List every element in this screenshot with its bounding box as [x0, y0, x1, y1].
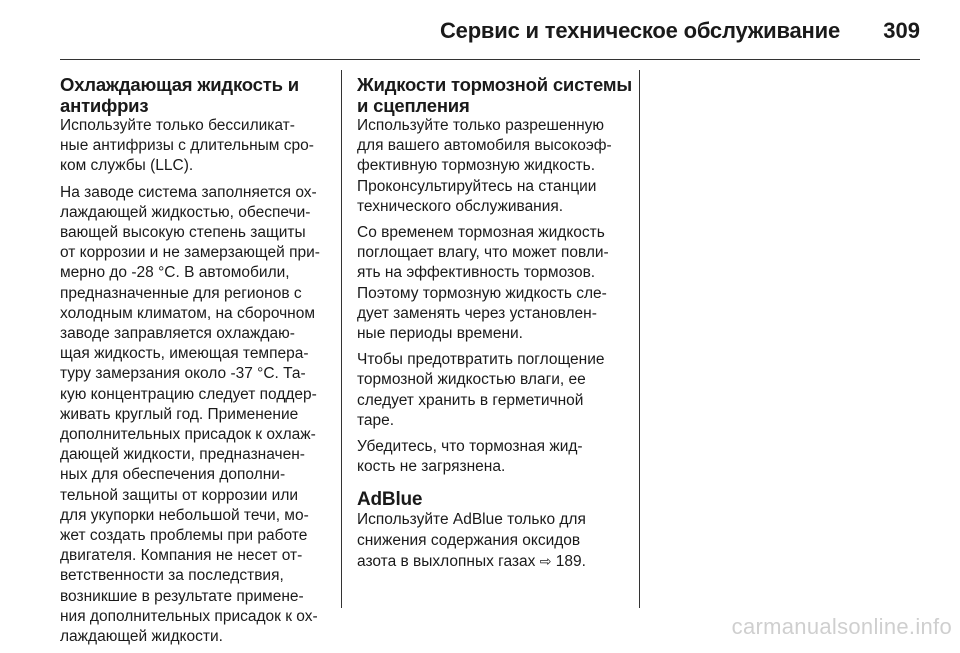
text-line: ные периоды времени.: [357, 325, 523, 343]
text-line: ветственности за последствия,: [60, 567, 284, 585]
column-divider-right: [639, 70, 640, 608]
page-header: [0, 0, 960, 62]
text-line: ять на эффективность тормозов.: [357, 264, 596, 282]
text-line: для вашего автомобиля высокоэф-: [357, 137, 612, 155]
paragraph-brake-fluid-type: [357, 116, 633, 217]
heading-adblue: AdBlue: [357, 489, 423, 511]
text-line: технического обслуживания.: [357, 197, 564, 215]
heading-line: Жидкости тормозной системы: [357, 74, 632, 95]
text-line: живать круглый год. Применение: [60, 405, 299, 423]
paragraph-coolant-details: [60, 183, 335, 648]
text-line: лаждающей жидкостью, обеспечи-: [60, 203, 311, 221]
heading-coolant: [60, 74, 335, 116]
column-divider-left: [341, 70, 342, 608]
text-line: дополнительных присадок к охлаж-: [60, 426, 316, 444]
text-line: предназначенные для регионов с: [60, 284, 302, 302]
text-line: ком службы (LLC).: [60, 157, 194, 175]
text-line: Используйте AdBlue только для: [357, 511, 586, 529]
text-line: Проконсультируйтесь на станции: [357, 177, 597, 195]
text-line: таре.: [357, 411, 395, 429]
text-line: для укупорки небольшой течи, мо-: [60, 506, 309, 524]
text-line: от коррозии и не замерзающей при-: [60, 244, 320, 262]
text-line: заводе заправляется охлаждаю-: [60, 325, 295, 343]
watermark: carmanualsonline.info: [731, 614, 952, 639]
paragraph-brake-fluid-clean: [357, 437, 633, 477]
heading-line: Охлаждающая жидкость и: [60, 74, 299, 95]
text-fragment: азота в выхлопных газах: [357, 552, 536, 570]
text-line: туру замерзания около -37 °C. Та-: [60, 365, 306, 383]
text-line: снижения содержания оксидов: [357, 531, 581, 549]
paragraph-coolant-type: [60, 116, 335, 177]
text-line: дует заменять через установлен-: [357, 304, 597, 322]
text-line: Чтобы предотвратить поглощение: [357, 351, 605, 369]
text-line: ния дополнительных присадок к ох-: [60, 607, 318, 625]
text-line: тельной защиты от коррозии или: [60, 486, 299, 504]
column-coolant: [60, 74, 335, 653]
text-line: кость не загрязнена.: [357, 458, 506, 476]
text-line-with-reference: [357, 551, 633, 572]
text-line: холодным климатом, на сборочном: [60, 304, 316, 322]
text-line: ные антифризы с длительным сро-: [60, 137, 314, 155]
text-line: двигателя. Компания не несет от-: [60, 547, 303, 565]
heading-brake-fluid: [357, 74, 633, 116]
paragraph-brake-fluid-storage: [357, 350, 633, 431]
column-brake-fluid: [357, 74, 633, 578]
header-divider: [60, 59, 920, 60]
text-line: ных для обеспечения дополни-: [60, 466, 286, 484]
text-line: На заводе система заполняется ох-: [60, 183, 317, 201]
text-line: кую концентрацию следует поддер-: [60, 385, 317, 403]
paragraph-adblue: [357, 510, 633, 572]
heading-line: и сцепления: [357, 95, 470, 116]
text-line: поглощает влагу, что может повли-: [357, 244, 609, 262]
text-line: Используйте только бессиликат-: [60, 117, 295, 134]
text-line: Используйте только разрешенную: [357, 117, 605, 134]
text-line: дающей жидкости, предназначен-: [60, 446, 305, 464]
text-line: фективную тормозную жидкость.: [357, 157, 596, 175]
text-line: Поэтому тормозную жидкость сле-: [357, 284, 607, 302]
text-line: тормозной жидкостью влаги, ее: [357, 371, 586, 389]
text-line: Со временем тормозная жидкость: [357, 224, 605, 242]
paragraph-brake-fluid-moisture: [357, 223, 633, 344]
text-line: Убедитесь, что тормозная жид-: [357, 438, 583, 456]
page-reference-link[interactable]: 189.: [555, 552, 586, 570]
text-line: жет создать проблемы при работе: [60, 527, 308, 545]
text-line: следует хранить в герметичной: [357, 391, 584, 409]
text-line: вающей высокую степень защиты: [60, 224, 306, 242]
heading-line: антифриз: [60, 95, 149, 116]
page-reference-arrow-icon: ⇨: [539, 552, 552, 569]
text-line: щая жидкость, имеющая темпера-: [60, 345, 309, 363]
text-line: мерно до -28 °C. В автомобили,: [60, 264, 290, 282]
text-line: лаждающей жидкости.: [60, 628, 223, 646]
text-line: возникшие в результате примене-: [60, 587, 304, 605]
page-number: 309: [883, 18, 920, 43]
section-title: Сервис и техническое обслуживание: [439, 18, 840, 43]
